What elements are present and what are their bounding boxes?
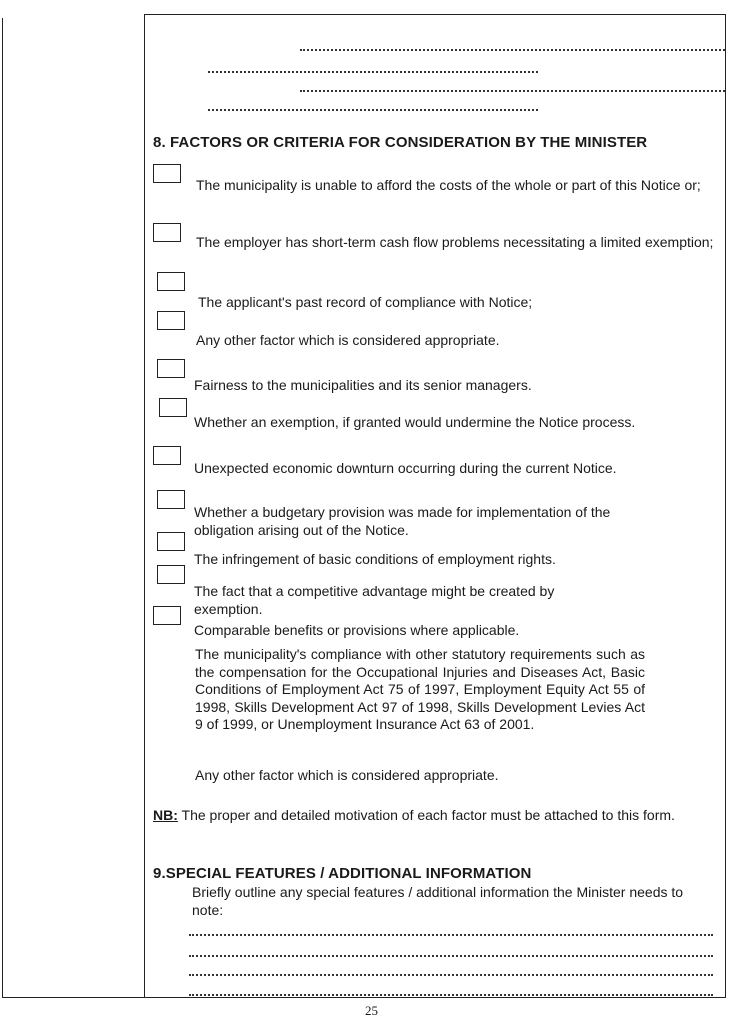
criteria-item-text: The municipality is unable to afford the costs of the whole or part of this Notice or;: [196, 177, 701, 193]
answer-line[interactable]: [189, 954, 713, 957]
criteria-item-text: Any other factor which is considered appropriate.: [196, 332, 500, 348]
criteria-item-text: The employer has short-term cash flow problems necessitating a limited exemption;: [196, 234, 714, 250]
statutory-compliance-paragraph: The municipality's compliance with other statutory requirements such as the compensation for the Occupational Injuries and Diseases Act, Basic Conditions of Employment Act 75 of 1997, Employment Equity Act 55 of 1998, Skills Development Act 97 of 1998, Skills Development Levies Act 9 of 1999, or Unemployment Insurance Act 63 of 2001.: [195, 646, 645, 732]
form-frame: [144, 14, 726, 998]
page-number: 25: [365, 1003, 378, 1018]
criteria-checkbox[interactable]: [157, 565, 185, 584]
criteria-item-text: Unexpected economic downturn occurring during the current Notice.: [194, 460, 617, 476]
criteria-item-text: The fact that a competitive advantage might be created by exemption.: [194, 583, 555, 617]
answer-line[interactable]: [189, 933, 713, 936]
left-bottom-rule: [2, 997, 145, 998]
answer-line[interactable]: [189, 973, 713, 976]
criteria-checkbox[interactable]: [157, 532, 185, 551]
answer-line[interactable]: [208, 108, 538, 111]
left-margin-rule: [2, 18, 3, 998]
nb-text: The proper and detailed motivation of each factor must be attached to this form.: [181, 807, 675, 823]
answer-line[interactable]: [208, 70, 538, 73]
criteria-checkbox[interactable]: [153, 446, 181, 465]
criteria-checkbox[interactable]: [157, 359, 185, 378]
criteria-closing-item: Any other factor which is considered appropriate.: [195, 767, 499, 783]
section-9-title: 9.SPECIAL FEATURES / ADDITIONAL INFORMATION: [153, 865, 532, 882]
answer-line[interactable]: [300, 48, 725, 51]
answer-line[interactable]: [300, 89, 725, 92]
criteria-item-text: Whether an exemption, if granted would undermine the Notice process.: [194, 414, 636, 430]
criteria-item-text: Whether a budgetary provision was made for implementation of the obligation arising out of the Notice.: [194, 504, 611, 538]
criteria-checkbox[interactable]: [153, 164, 181, 183]
criteria-item-text: Comparable benefits or provisions where applicable.: [194, 622, 520, 638]
section-8-title: 8. FACTORS OR CRITERIA FOR CONSIDERATION BY THE MINISTER: [153, 134, 648, 151]
criteria-item-text: The infringement of basic conditions of employment rights.: [194, 551, 556, 567]
criteria-item-text: Fairness to the municipalities and its senior managers.: [194, 377, 532, 393]
nb-label: NB:: [153, 807, 178, 823]
nb-note: [153, 806, 718, 824]
criteria-checkbox[interactable]: [153, 223, 181, 242]
criteria-checkbox[interactable]: [157, 272, 185, 291]
criteria-checkbox[interactable]: [157, 490, 185, 509]
section-9-instruction: Briefly outline any special features / additional information the Minister needs to note:: [192, 884, 684, 918]
criteria-checkbox[interactable]: [153, 606, 181, 625]
criteria-item-text: The applicant's past record of compliance with Notice;: [198, 294, 533, 310]
criteria-checkbox[interactable]: [157, 311, 185, 330]
criteria-checkbox[interactable]: [159, 398, 187, 417]
answer-line[interactable]: [189, 993, 713, 996]
